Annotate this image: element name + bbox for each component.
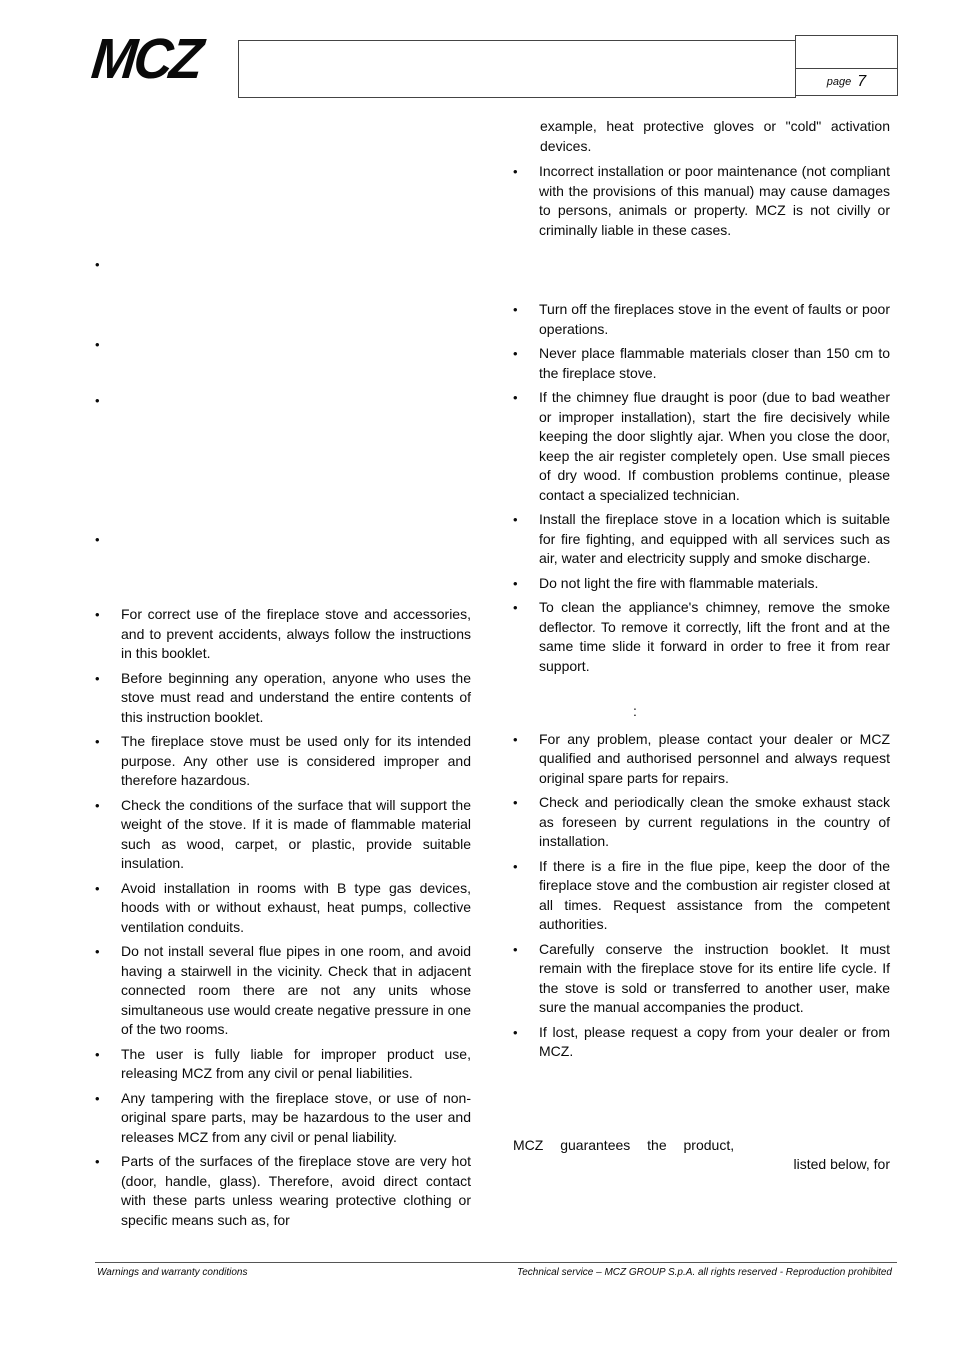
bullet-text: Before beginning any operation, anyone who uses the stove must read and understand the entire contents of this instruction booklet. [121, 669, 471, 725]
bullet-icon: • [95, 393, 100, 408]
bullet-text [121, 391, 471, 411]
bullet-icon: • [513, 941, 518, 957]
list-item [513, 510, 890, 569]
bullet-text: For any problem, please contact your dealer or MCZ qualified and authorised personnel and always request original spare parts for repairs. [539, 730, 890, 786]
bullet-text: For correct use of the fireplace stove and accessories, and to prevent accidents, always follow the instructions in this booklet. [121, 606, 471, 661]
bullet-text: Check and periodically clean the smoke exhaust stack as foreseen by current regulations in the country of installation. [539, 794, 890, 849]
list-item [95, 732, 471, 791]
right-column [513, 117, 890, 1175]
bullet-text: The fireplace stove must be used only for its intended purpose. Any other use is considered improper and therefore hazardous. [121, 733, 471, 788]
bullet-icon: • [95, 670, 100, 686]
list-item [513, 730, 890, 789]
bullet-text: The user is fully liable for improper product use, releasing MCZ from any civil or penal liabilities. [121, 1045, 471, 1081]
guarantee-line-2: listed below, for [793, 1156, 890, 1172]
bullet-text: Do not install several flue pipes in one room, and avoid having a stairwell in the vicinity. Check that in adjacent connected room there are not any units whose simultaneous use would create negative pressure in one of the two rooms. [121, 943, 471, 1037]
bullet-text: If the chimney flue draught is poor (due to bad weather or improper installation), start the fire decisively while keeping the door slightly ajar. When you close the door, keep the air register completely open. Use small pieces of dry wood. If combustion problems continue, please contact a specialized technician. [539, 389, 890, 503]
bullet-icon: • [95, 880, 100, 896]
list-item [95, 1152, 471, 1230]
bullet-text: Install the fireplace stove in a location which is suitable for fire fighting, and equipped with all services such as air, water and electricity supply and smoke discharge. [539, 511, 890, 566]
header-page-box-top [795, 35, 898, 69]
footer-right-text: Technical service – MCZ GROUP S.p.A. all rights reserved - Reproduction prohibited [517, 1267, 892, 1278]
bullet-icon: • [513, 858, 518, 874]
list-item [513, 793, 890, 852]
list-item [95, 669, 471, 728]
bullet-icon: • [95, 257, 100, 272]
guarantee-line-1: MCZ guarantees the product, [513, 1136, 735, 1153]
list-item [95, 1045, 471, 1084]
guarantee-paragraph [513, 1136, 890, 1175]
list-item [513, 857, 890, 935]
bullet-text [121, 335, 471, 355]
empty-bullet-item [95, 335, 471, 355]
bullet-text: Any tampering with the fireplace stove, or use of non-original spare parts, may be hazardous to the user and releases MCZ from any civil or penal liability. [121, 1089, 471, 1145]
bullet-text [121, 530, 471, 550]
bullet-text: Carefully conserve the instruction booklet. It must remain with the fireplace stove for its entire life cycle. If the stove is sold or transferred to another user, make sure the manual accompanies the product. [539, 940, 890, 1015]
bullet-icon: • [95, 531, 100, 547]
list-item [95, 605, 471, 664]
continuation-paragraph: example, heat protective gloves or "cold" activation devices. [540, 118, 890, 154]
bullet-icon: • [95, 336, 100, 352]
bullet-icon: • [513, 512, 518, 527]
list-item [95, 1089, 471, 1148]
bullet-icon: • [513, 1024, 518, 1040]
list-item [513, 300, 890, 339]
bullet-text [121, 255, 471, 275]
list-item [95, 942, 471, 1040]
section-heading-colon: : [633, 703, 637, 719]
bullet-text: Check the conditions of the surface that will support the weight of the stove. If it is made of flammable material such as wood, carpet, or plastic, provide suitable insulation. [121, 796, 471, 871]
bullet-text: Turn off the fireplaces stove in the event of faults or poor operations. [539, 301, 890, 337]
bullet-icon: • [513, 302, 518, 317]
empty-bullet-item [95, 255, 471, 275]
bullet-text: Parts of the surfaces of the fireplace stove are very hot (door, handle, glass). Therefore, avoid direct contact with these parts unless wearing protective clothing or specific means such as, for [121, 1153, 471, 1228]
bullet-icon: • [95, 734, 100, 749]
bullet-icon: • [513, 600, 518, 615]
empty-bullet-item [95, 391, 471, 411]
bullet-icon: • [513, 164, 518, 179]
empty-bullet-item [95, 530, 471, 550]
list-item [513, 574, 890, 594]
bullet-text: Incorrect installation or poor maintenance (not compliant with the provisions of this manual) may cause damages to persons, animals or property. MCZ is not civilly or criminally liable in these cases. [539, 163, 890, 238]
bullet-icon: • [513, 575, 518, 591]
list-item [95, 879, 471, 938]
list-item [513, 940, 890, 1018]
bullet-icon: • [513, 390, 518, 405]
footer-left-text: Warnings and warranty conditions [97, 1267, 248, 1278]
list-item [513, 1023, 890, 1062]
header-title-box [238, 40, 796, 98]
page-number: 7 [857, 72, 867, 90]
page-label: page [826, 75, 852, 88]
bullet-text: Do not light the fire with flammable materials. [539, 574, 819, 591]
list-item [513, 388, 890, 505]
bullet-icon: • [95, 607, 100, 622]
bullet-text: If there is a fire in the flue pipe, keep the door of the fireplace stove and the combustion air register closed at all times. Request assistance from the competent authorities. [539, 857, 890, 932]
list-item [513, 162, 890, 240]
mcz-logo: MCZ [88, 27, 204, 91]
bullet-icon: • [95, 1090, 100, 1106]
list-item [513, 598, 890, 676]
bullet-text: Avoid installation in rooms with B type gas devices, hoods with or without exhaust, heat pumps, collective ventilation conduits. [121, 879, 471, 935]
footer-divider [95, 1262, 897, 1263]
bullet-icon: • [95, 797, 100, 813]
bullet-icon: • [513, 795, 518, 810]
bullet-icon: • [95, 1046, 100, 1062]
bullet-text: If lost, please request a copy from your dealer or from MCZ. [539, 1023, 890, 1059]
list-item [513, 344, 890, 383]
bullet-icon: • [513, 346, 518, 361]
bullet-text: Never place flammable materials closer than 150 cm to the fireplace stove. [539, 345, 890, 381]
list-item [95, 796, 471, 874]
page-indicator [795, 68, 898, 96]
bullet-icon: • [513, 731, 518, 747]
left-column [95, 255, 471, 1235]
bullet-text: To clean the appliance's chimney, remove the smoke deflector. To remove it correctly, lift the front and at the same time slide it forward in order to free it from rear support. [539, 599, 890, 674]
bullet-icon: • [95, 944, 100, 959]
bullet-icon: • [95, 1154, 100, 1169]
